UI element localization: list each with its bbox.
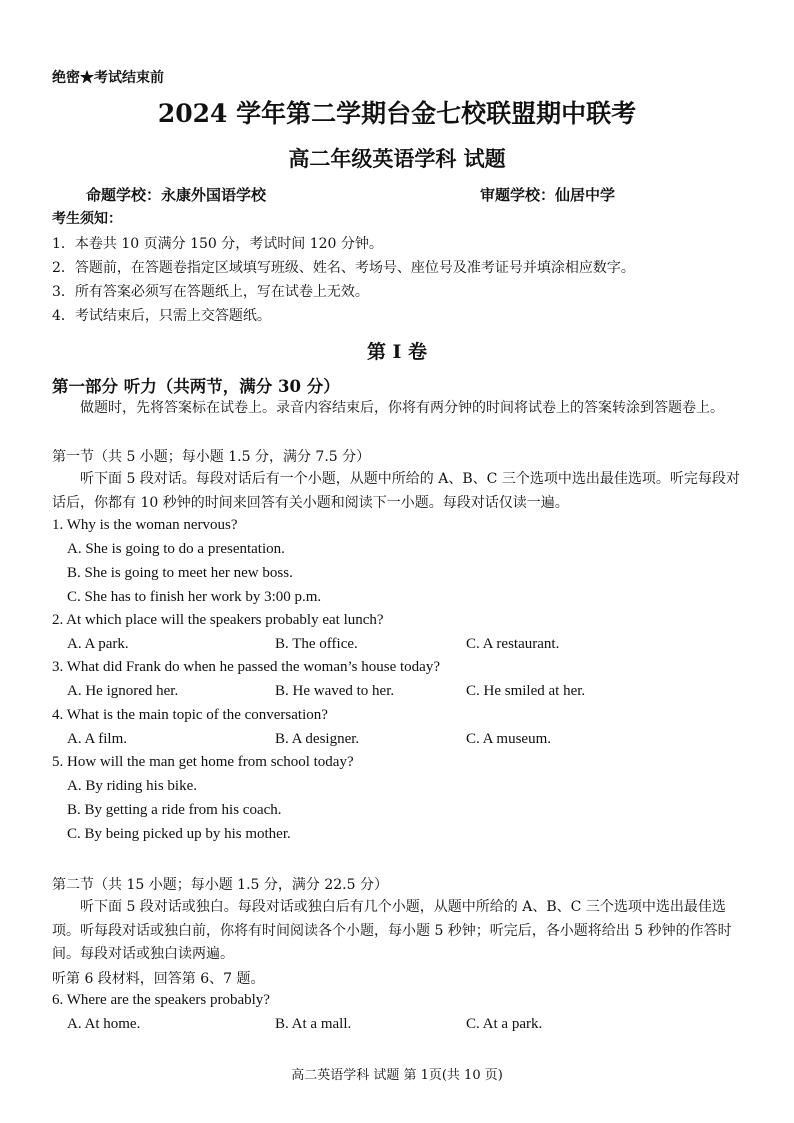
answer-option: B. He waved to her. [275,683,395,699]
notice-item: 2．答题前，在答题卷指定区域填写班级、姓名、考场号、座位号及准考证号并填涂相应数字。 [52,260,635,276]
part1-intro: 做题时，先将答案标在试卷上。录音内容结束后，你将有两分钟的时间将试卷上的答案转涂到答题卷上。 [80,400,724,416]
answer-option: C. At a park. [466,1016,543,1032]
secret-mark: 绝密★考试结束前 [52,70,164,86]
section2-heading: 第二节（共 15 小题；每小题 1.5 分，满分 22.5 分） [52,877,388,893]
question-stem: 6. Where are the speakers probably? [52,992,270,1008]
exam-title: 2024 学年第二学期台金七校联盟期中联考 [157,99,637,128]
answer-option: A. By riding his bike. [67,778,197,794]
answer-option: B. The office. [275,636,358,652]
notice-item: 3．所有答案必须写在答题纸上，写在试卷上无效。 [52,284,369,300]
answer-option: C. By being picked up by his mother. [67,826,291,842]
section1-heading: 第一节（共 5 小题；每小题 1.5 分，满分 7.5 分） [52,449,371,465]
section2-intro: 听下面 5 段对话或独白。每段对话或独白后有几个小题，从题中所给的 A、B、C 三个选项中选出最佳选项。听每段对话或独白前，你将有时间阅读各个小题，每小题 5 秒钟；听完后，各小题将给出 5 秒钟的作答时间。每段对话或独白读两遍。 [52,899,732,962]
answer-option: A. A park. [67,636,129,652]
part1-heading: 第一部分 听力（共两节，满分 30 分） [52,377,340,396]
answer-option: C. She has to finish her work by 3:00 p.m. [67,589,322,605]
answer-option: C. A museum. [466,731,552,747]
volume-title: 第 I 卷 [366,341,428,363]
proposer-school: 命题学校：永康外国语学校 [86,186,267,204]
question-stem: 1. Why is the woman nervous? [52,517,238,533]
answer-option: A. He ignored her. [67,683,179,699]
answer-option: B. At a mall. [275,1016,352,1032]
question-stem: 5. How will the man get home from school today? [52,754,354,770]
material-note: 听第 6 段材料，回答第 6、7 题。 [52,971,265,987]
answer-option: B. A designer. [275,731,360,747]
question-stem: 3. What did Frank do when he passed the woman’s house today? [52,659,440,675]
answer-option: B. By getting a ride from his coach. [67,802,282,818]
notice-item: 4．考试结束后，只需上交答题纸。 [52,308,271,324]
notice-heading: 考生须知： [52,211,122,227]
answer-option: B. She is going to meet her new boss. [67,565,293,581]
section1-intro: 听下面 5 段对话。每段对话后有一个小题，从题中所给的 A、B、C 三个选项中选出最佳选项。听完每段对话后，你都有 10 秒钟的时间来回答有关小题和阅读下一小题。每段对话仅读一遍。 [52,471,740,511]
answer-option: A. She is going to do a presentation. [67,541,285,557]
reviewer-school: 审题学校：仙居中学 [480,186,616,204]
answer-option: A. At home. [67,1016,141,1032]
question-stem: 2. At which place will the speakers probably eat lunch? [52,612,384,628]
notice-item: 1．本卷共 10 页满分 150 分，考试时间 120 分钟。 [52,236,383,252]
answer-option: A. A film. [67,731,128,747]
answer-option: C. He smiled at her. [466,683,586,699]
question-stem: 4. What is the main topic of the conversation? [52,707,328,723]
answer-option: C. A restaurant. [466,636,560,652]
exam-subtitle: 高二年级英语学科 试题 [288,146,506,171]
page-footer: 高二英语学科 试题 第 1页(共 10 页) [291,1068,503,1083]
